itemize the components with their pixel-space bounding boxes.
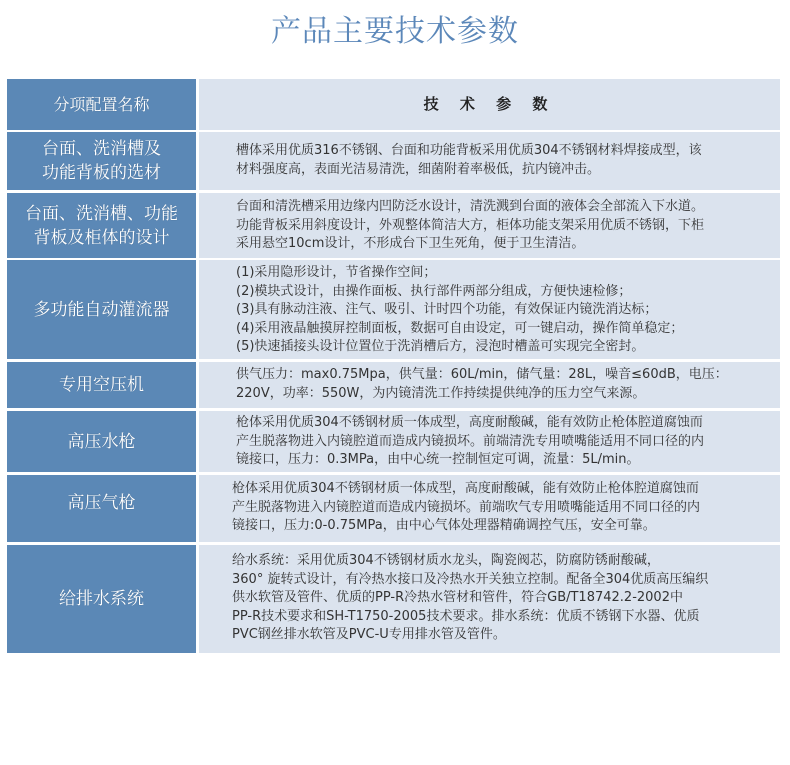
row-name-line: 专用空压机 xyxy=(59,375,144,395)
spec-line: 产生脱落物进入内镜腔道而造成内镜损坏。前端清洗专用喷嘴能适用不同口径的内 xyxy=(236,433,705,449)
table-row xyxy=(7,362,780,408)
row-name-line: 台面、洗消槽、功能 xyxy=(25,203,178,224)
spec-line: 镜接口，压力:0-0.75MPa，由中心气体处理器精确调控气压，安全可靠。 xyxy=(232,518,656,534)
table-row xyxy=(7,193,780,258)
spec-line: 产生脱落物进入内镜腔道而造成内镜损坏。前端吹气专用喷嘴能适用不同口径的内 xyxy=(232,499,701,515)
row-name-cell xyxy=(7,193,196,258)
row-name-line: 给排水系统 xyxy=(59,589,144,609)
spec-line: 采用悬空10cm设计，不形成台下卫生死角，便于卫生清洁。 xyxy=(236,236,585,252)
header-params-cell xyxy=(199,79,780,130)
row-name-cell xyxy=(7,411,196,472)
spec-line: PP-R技术要求和SH-T1750-2005技术要求。排水系统：优质不锈钢下水器、优质 xyxy=(232,608,700,624)
row-name-cell xyxy=(7,475,196,542)
row-spec-cell xyxy=(199,545,780,653)
table-row xyxy=(7,132,780,190)
spec-line: 材料强度高，表面光洁易清洗，细菌附着率极低，抗内镜冲击。 xyxy=(236,161,601,177)
table-row xyxy=(7,475,780,542)
spec-line: 台面和清洗槽采用边缘内凹防泛水设计，清洗溅到台面的液体会全部流入下水道。 xyxy=(236,199,705,214)
row-spec-cell xyxy=(199,411,780,472)
row-name-line: 高压水枪 xyxy=(67,431,136,452)
row-name-line: 台面、洗消槽及 xyxy=(42,139,161,159)
header-params-label: 技 术 参 数 xyxy=(423,95,556,114)
row-name-cell xyxy=(7,362,196,408)
row-name-cell xyxy=(7,260,196,359)
spec-line: 槽体采用优质316不锈钢、台面和功能背板采用优质304不锈钢材料焊接成型，该 xyxy=(236,143,702,158)
row-spec-cell xyxy=(199,475,780,542)
spec-line: (3)具有脉动注液、注气、吸引、计时四个功能，有效保证内镜洗消达标； xyxy=(236,302,658,318)
row-name-line: 高压气枪 xyxy=(67,493,136,513)
spec-line: 供气压力：max0.75Mpa，供气量：60L/min，储气量：28L，噪音≤60dB，电压： xyxy=(236,367,728,382)
spec-line: 给水系统：采用优质304不锈钢材质水龙头，陶瓷阀芯，防腐防锈耐酸碱， xyxy=(232,553,660,568)
spec-line: PVC钢丝排水软管及PVC-U专用排水管及管件。 xyxy=(232,627,506,643)
row-name-line: 背板及柜体的设计 xyxy=(33,227,170,248)
table-header-row xyxy=(7,79,780,130)
spec-line: 360° 旋转式设计，有冷热水接口及冷热水开关独立控制。配备全304优质高压编织 xyxy=(232,571,709,587)
spec-line: 枪体采用优质304不锈钢材质一体成型，高度耐酸碱，能有效防止枪体腔道腐蚀而 xyxy=(232,481,699,496)
table-row xyxy=(7,411,780,472)
spec-line: 供水软管及管件、优质的PP-R冷热水管材和管件，符合GB/T18742.2-2002中 xyxy=(232,590,683,606)
spec-line: (5)快速插接头设计位置位于洗消槽后方，浸泡时槽盖可实现完全密封。 xyxy=(236,339,645,355)
row-name-cell xyxy=(7,132,196,190)
row-name-line: 功能背板的选材 xyxy=(42,163,161,183)
row-name-cell xyxy=(7,545,196,653)
table-row xyxy=(7,260,780,359)
row-spec-cell xyxy=(199,260,780,359)
row-name-line: 多功能自动灌流器 xyxy=(33,299,170,320)
header-name-label: 分项配置名称 xyxy=(53,94,150,114)
spec-line: 220V，功率：550W，为内镜清洗工作持续提供纯净的压力空气来源。 xyxy=(236,385,646,401)
row-spec-cell xyxy=(199,132,780,190)
spec-line: (4)采用液晶触摸屏控制面板，数据可自由设定，可一键启动，操作简单稳定； xyxy=(236,320,684,336)
page-title: 产品主要技术参数 xyxy=(271,14,519,49)
table-row xyxy=(7,545,780,653)
spec-line: 功能背板采用斜度设计，外观整体简洁大方，柜体功能支架采用优质不锈钢，下柜 xyxy=(236,217,705,233)
row-spec-cell xyxy=(199,193,780,258)
spec-line: (2)模块式设计，由操作面板、执行部件两部分组成，方便快速检修； xyxy=(236,283,632,299)
spec-line: (1)采用隐形设计，节省操作空间； xyxy=(236,265,437,280)
spec-line: 枪体采用优质304不锈钢材质一体成型，高度耐酸碱，能有效防止枪体腔道腐蚀而 xyxy=(236,415,703,430)
row-spec-cell xyxy=(199,362,780,408)
header-name-cell xyxy=(7,79,196,130)
spec-line: 镜接口，压力：0.3MPa，由中心统一控制恒定可调，流量：5L/min。 xyxy=(236,452,640,468)
